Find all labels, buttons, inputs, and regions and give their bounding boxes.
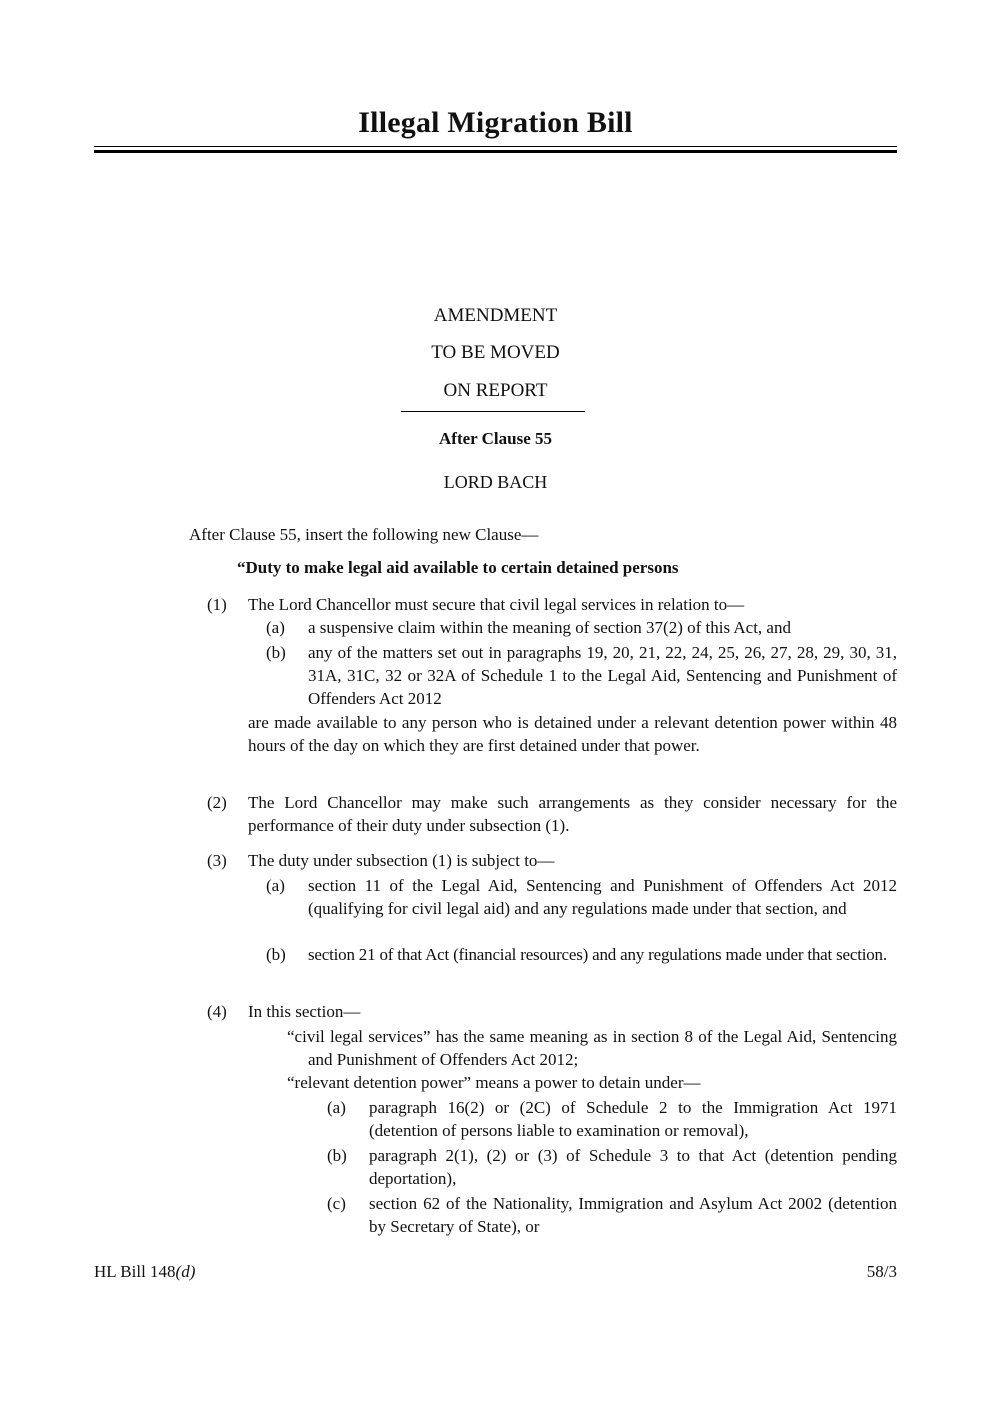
subsection-text: The Lord Chancellor must secure that civil legal services in relation to— <box>248 595 745 614</box>
subsection-continuation: are made available to any person who is detained under a relevant detention power within 48 hours of the day on which they are first detained under that power. <box>248 713 897 755</box>
item-label: (b) <box>266 643 286 662</box>
item-label: (c) <box>327 1194 346 1213</box>
intro-text: After Clause 55, insert the following new Clause— <box>189 525 539 544</box>
subsection-number: (1) <box>207 595 227 614</box>
on-report-label: ON REPORT <box>443 380 548 401</box>
item-text: section 21 of that Act (financial resources) and any regulations made under that section. <box>308 945 887 964</box>
item-text: section 11 of the Legal Aid, Sentencing and Punishment of Offenders Act 2012 (qualifying for civil legal aid) and any regulations made under that section, and <box>308 876 897 918</box>
definition-relevant-detention-power: “relevant detention power” means a power to detain under— <box>287 1073 701 1092</box>
to-be-moved-label: TO BE MOVED <box>431 342 560 363</box>
item-label: (b) <box>266 945 286 964</box>
subsection-number: (2) <box>207 793 227 812</box>
item-text: section 62 of the Nationality, Immigration and Asylum Act 2002 (detention by Secretary of State), or <box>369 1194 897 1236</box>
item-label: (a) <box>266 876 285 895</box>
new-clause-title: “Duty to make legal aid available to certain detained persons <box>237 558 679 577</box>
page-reference: 58/3 <box>866 1262 897 1281</box>
title-rule-thick <box>94 150 897 153</box>
clause-position: After Clause 55 <box>439 429 552 448</box>
item-text: any of the matters set out in paragraphs 19, 20, 21, 22, 24, 25, 26, 27, 28, 29, 30, 31, 31A, 31C, 32 or 32A of Schedule 1 to the Legal Aid, Sentencing and Punishment of Offenders Act 2012 <box>308 643 897 708</box>
item-label: (a) <box>266 618 285 637</box>
bill-reference <box>94 1262 195 1282</box>
item-text: a suspensive claim within the meaning of section 37(2) of this Act, and <box>308 618 791 637</box>
definition-civil-legal-services: “civil legal services” has the same meaning as in section 8 of the Legal Aid, Sentencing and Punishment of Offenders Act 2012; <box>287 1027 897 1069</box>
subsection-text: In this section— <box>248 1002 361 1021</box>
bill-ref-suffix: (d) <box>175 1262 196 1281</box>
title-rule-thin <box>94 146 897 147</box>
item-label: (a) <box>327 1098 346 1117</box>
subsection-text: The duty under subsection (1) is subject to— <box>248 851 555 870</box>
item-text: paragraph 2(1), (2) or (3) of Schedule 3 to that Act (detention pending deportation), <box>369 1146 897 1188</box>
bill-title: Illegal Migration Bill <box>358 106 633 139</box>
mover-name: LORD BACH <box>443 472 548 492</box>
subsection-number: (4) <box>207 1002 227 1021</box>
subsection-number: (3) <box>207 851 227 870</box>
item-label: (b) <box>327 1146 347 1165</box>
bill-ref-number: HL Bill 148 <box>94 1262 176 1281</box>
subsection-text: The Lord Chancellor may make such arrangements as they consider necessary for the performance of their duty under subsection (1). <box>248 793 897 835</box>
item-text: paragraph 16(2) or (2C) of Schedule 2 to the Immigration Act 1971 (detention of persons liable to examination or removal), <box>369 1098 897 1140</box>
amendment-label: AMENDMENT <box>433 305 558 326</box>
heading-divider <box>401 411 585 412</box>
